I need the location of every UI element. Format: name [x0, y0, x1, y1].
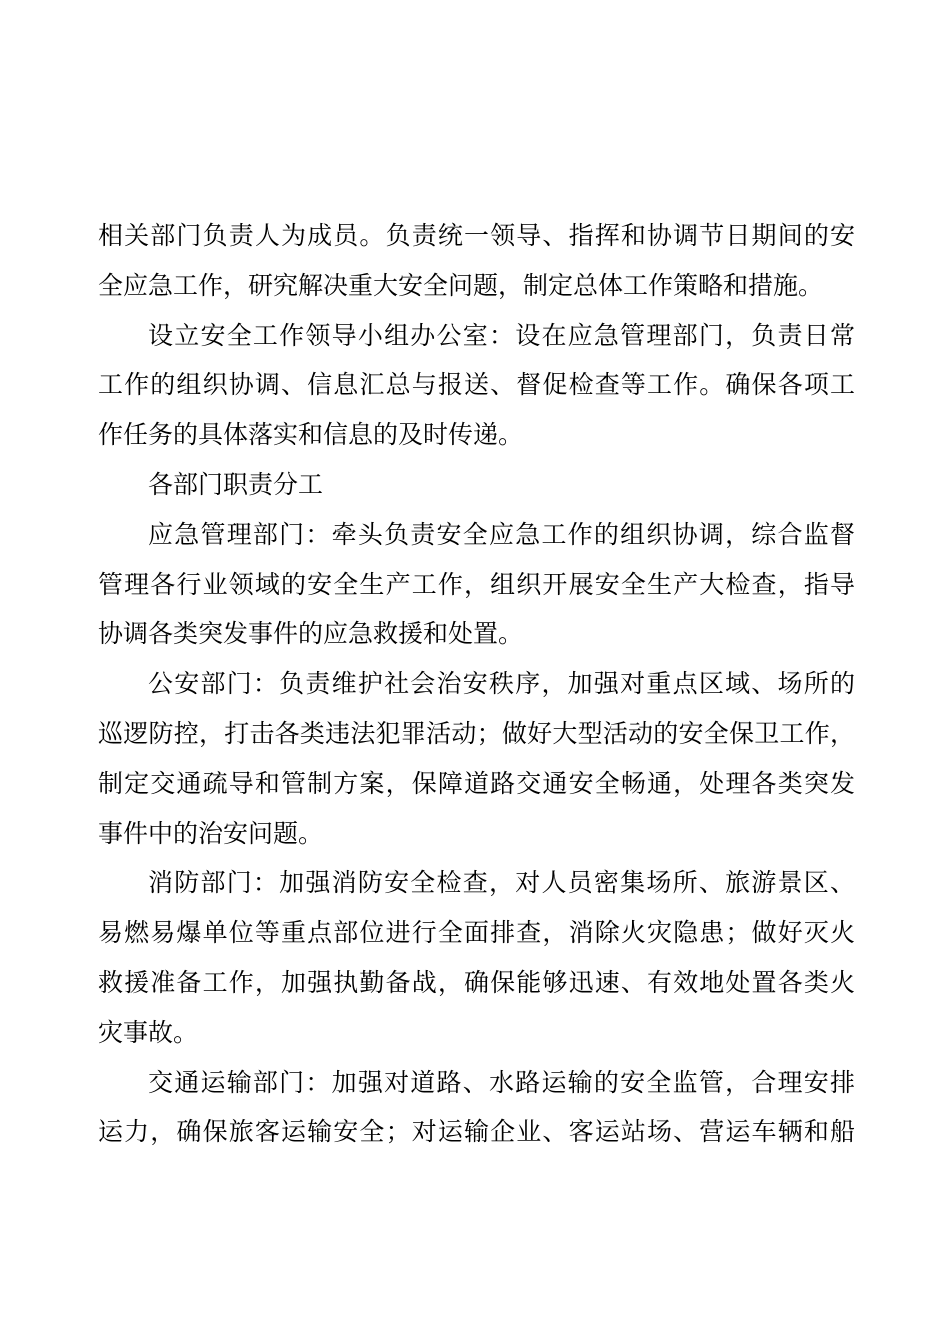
text-line: 设立安全工作领导小组办公室：设在应急管理部门，负责日常	[148, 322, 855, 350]
text-line: 易燃易爆单位等重点部位进行全面排查，消除火灾隐患；做好灭火	[98, 920, 855, 948]
text-line: 运力，确保旅客运输安全；对运输企业、客运站场、营运车辆和船	[98, 1119, 855, 1147]
text-line: 消防部门：加强消防安全检查，对人员密集场所、旅游景区、	[148, 870, 855, 898]
text-line: 灾事故。	[98, 1019, 199, 1047]
text-line: 相关部门负责人为成员。负责统一领导、指挥和协调节日期间的安	[98, 223, 855, 250]
section-heading-line: 各部门职责分工	[148, 471, 324, 499]
text-line: 救援准备工作，加强执勤备战，确保能够迅速、有效地处置各类火	[98, 969, 855, 997]
text-line: 协调各类突发事件的应急救援和处置。	[98, 621, 524, 649]
text-line: 交通运输部门：加强对道路、水路运输的安全监管，合理安排	[148, 1069, 855, 1097]
text-line: 应急管理部门：牵头负责安全应急工作的组织协调，综合监督	[148, 521, 855, 549]
text-line: 事件中的治安问题。	[98, 820, 324, 848]
text-line: 公安部门：负责维护社会治安秩序，加强对重点区域、场所的	[148, 671, 855, 699]
text-line: 全应急工作，研究解决重大安全问题，制定总体工作策略和措施。	[98, 272, 824, 300]
text-line: 管理各行业领域的安全生产工作，组织开展安全生产大检查，指导	[98, 571, 855, 599]
text-line: 制定交通疏导和管制方案，保障道路交通安全畅通，处理各类突发	[98, 770, 855, 798]
text-line: 巡逻防控，打击各类违法犯罪活动；做好大型活动的安全保卫工作，	[98, 720, 855, 748]
text-line: 工作的组织协调、信息汇总与报送、督促检查等工作。确保各项工	[98, 372, 855, 400]
text-line: 作任务的具体落实和信息的及时传递。	[98, 422, 524, 450]
document-body	[98, 212, 855, 1158]
